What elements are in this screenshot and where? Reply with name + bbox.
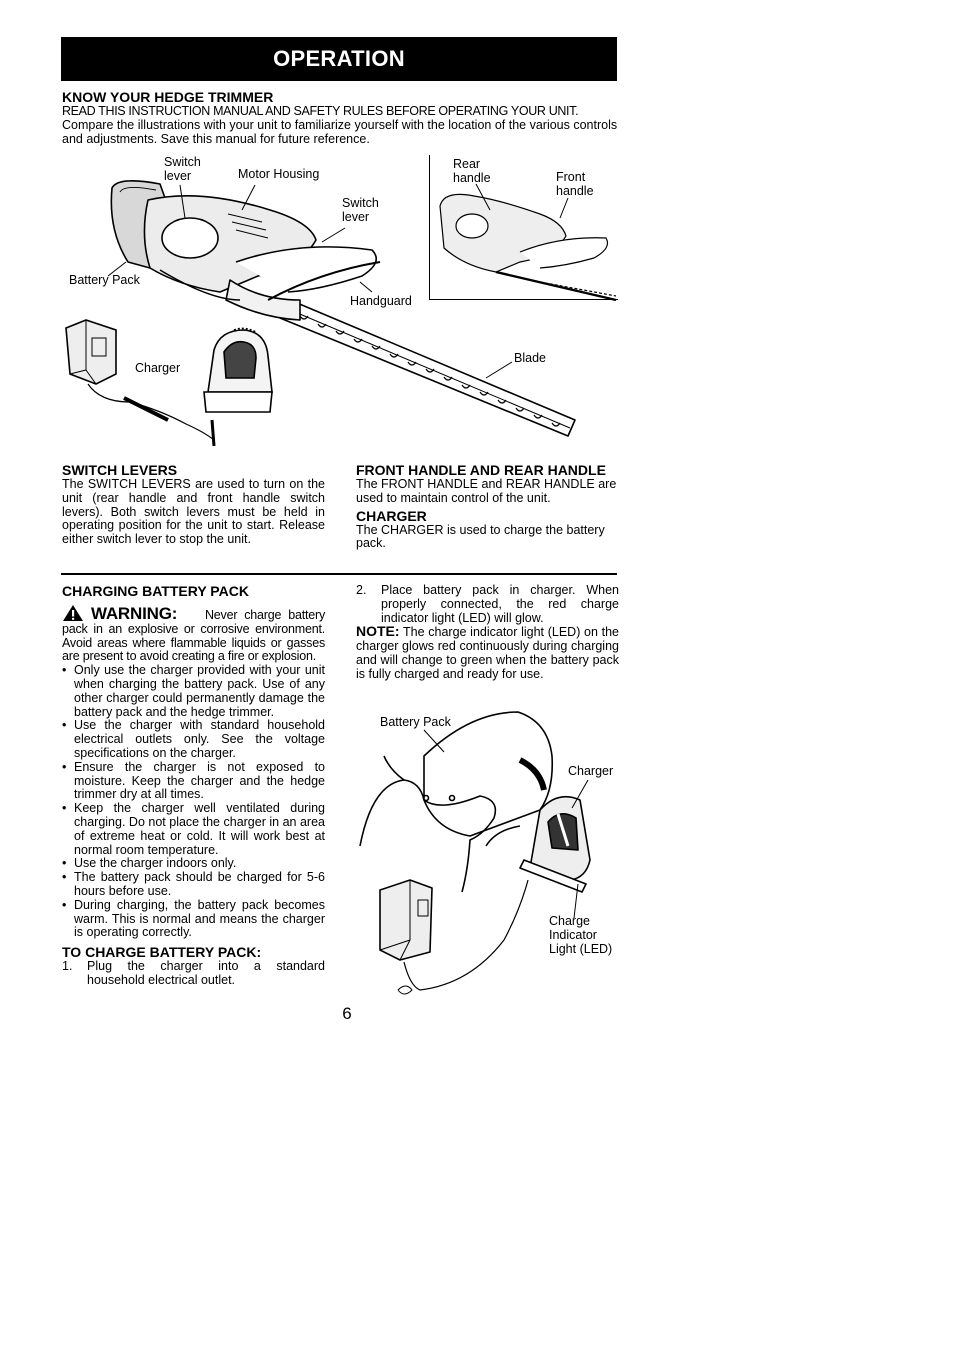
warning-label: WARNING:: [90, 604, 178, 623]
label-switch-lever-right: Switch lever: [342, 196, 379, 224]
label-charger: Charger: [135, 361, 181, 375]
label-front-handle: Front handle: [556, 170, 594, 198]
list-item: • During charging, the battery pack becomes warm. This is normal and means the charger is operating correctly.: [62, 899, 325, 940]
to-charge-heading: TO CHARGE BATTERY PACK:: [62, 944, 262, 961]
handles-body: The FRONT HANDLE and REAR HANDLE are used to maintain control of the unit.: [356, 477, 617, 505]
step-2-text: Place battery pack in charger. When properly connected, the red charge indicator light (LED) will glow.: [381, 583, 619, 625]
label-charger-2: Charger: [568, 764, 614, 778]
label-handguard: Handguard: [350, 294, 412, 308]
label-motor-housing: Motor Housing: [238, 167, 320, 181]
note-label: NOTE:: [356, 623, 400, 640]
charger-heading: CHARGER: [356, 507, 427, 524]
label-rear-handle: Rear handle: [453, 157, 491, 185]
list-item: • Only use the charger provided with your unit when charging the battery pack. Use of any other charger could permanently damage the battery pack and the hedge trimmer.: [62, 664, 325, 719]
section-title: OPERATION: [273, 46, 405, 71]
know-warning-line: READ THIS INSTRUCTION MANUAL AND SAFETY RULES BEFORE OPERATING YOUR UNIT.: [62, 104, 579, 118]
handles-heading: FRONT HANDLE AND REAR HANDLE: [356, 462, 606, 478]
step-1-number: 1.: [62, 959, 73, 974]
list-item: • Use the charger with standard household electrical outlets only. See the voltage specifications on the charger.: [62, 719, 325, 760]
list-item: • Ensure the charger is not exposed to moisture. Keep the charger and the hedge trimmer dry at all times.: [62, 761, 325, 802]
step-1-text: Plug the charger into a standard household electrical outlet.: [87, 959, 325, 987]
switch-levers-heading: SWITCH LEVERS: [62, 462, 178, 478]
label-switch-lever-left: Switch lever: [164, 155, 201, 183]
page-number: 6: [342, 1004, 352, 1023]
list-item: • Keep the charger well ventilated during charging. Do not place the charger in an area of extreme heat or cold. It will work best at normal room temperature.: [62, 802, 325, 857]
list-item: • Use the charger indoors only.: [62, 857, 325, 871]
charging-heading: CHARGING BATTERY PACK: [62, 583, 249, 599]
label-battery-pack-2: Battery Pack: [380, 715, 451, 729]
label-blade: Blade: [514, 351, 546, 365]
note-text: The charge indicator light (LED) on the charger glows red continuously during charging and will change to green when the battery pack is fully charged and ready for use.: [356, 625, 620, 681]
switch-levers-body: The SWITCH LEVERS are used to turn on the unit (rear handle and front handle switch levers). Both switch levers must be held in operating position for the unit to start. Release either switch lever to stop the unit.: [62, 477, 325, 547]
label-charge-indicator: Charge Indicator Light (LED): [549, 914, 613, 956]
charger-body: The CHARGER is used to charge the battery pack.: [356, 522, 605, 551]
label-battery-pack: Battery Pack: [69, 273, 140, 287]
list-item: • The battery pack should be charged for 5-6 hours before use.: [62, 871, 325, 899]
step-2-number: 2.: [356, 583, 367, 597]
know-body: Compare the illustrations with your unit to familiarize yourself with the location of the various controls and adjustments. Save this manual for future reference.: [62, 117, 618, 146]
know-heading: KNOW YOUR HEDGE TRIMMER: [62, 89, 274, 105]
warning-text: Never charge battery pack in an explosive or corrosive environment. Avoid areas where flammable liquids or gasses are present to avoid creating a fire or explosion.: [62, 608, 326, 664]
